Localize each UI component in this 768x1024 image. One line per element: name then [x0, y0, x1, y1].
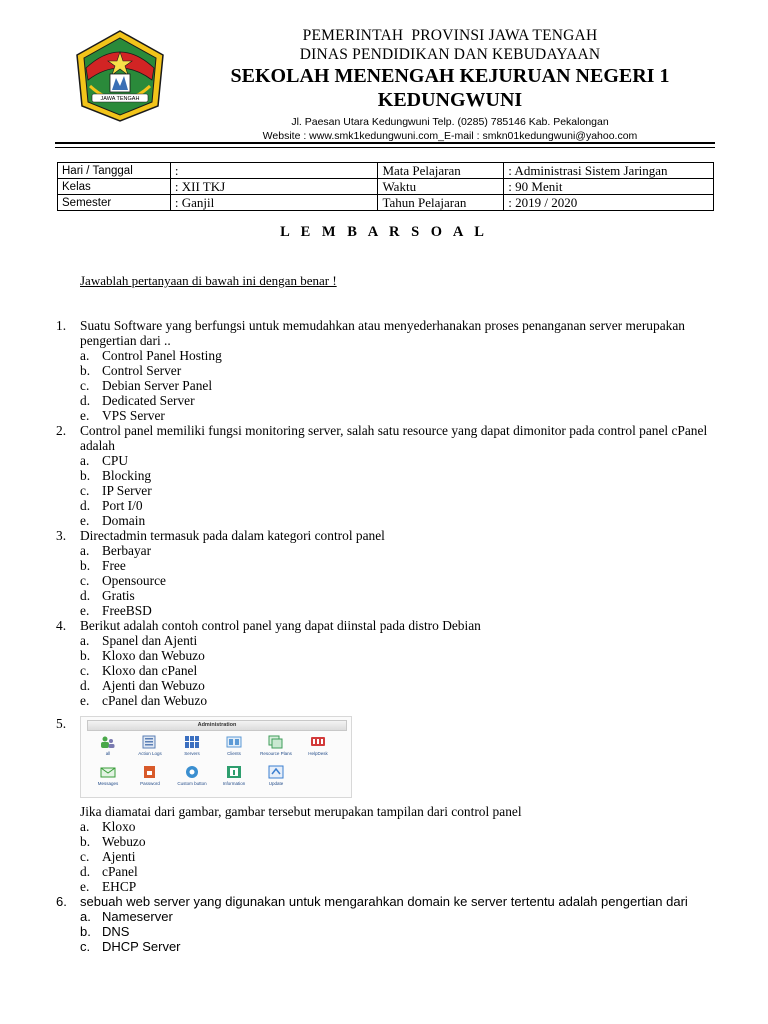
users-icon: [100, 735, 116, 749]
option-text: Ajenti dan Webuzo: [102, 678, 205, 693]
question-item: [56, 423, 716, 528]
exam-info-table: [57, 162, 714, 211]
screenshot-tile: [89, 735, 127, 761]
government-line: PEMERINTAH PROVINSI JAWA TENGAH: [302, 27, 598, 44]
screenshot-tile: [299, 735, 337, 761]
answer-option: [80, 864, 716, 879]
option-letter: d.: [80, 393, 91, 408]
screenshot-tile-label: all: [105, 751, 111, 756]
answer-option: [80, 363, 716, 378]
screenshot-tile: [215, 765, 253, 791]
option-text: Ajenti: [102, 849, 136, 864]
servers-icon: [184, 735, 200, 749]
screenshot-tile-label: Messages: [97, 781, 119, 786]
answer-option: [80, 819, 716, 834]
info-cell-label: Waktu: [378, 179, 504, 195]
provincial-crest-icon: [72, 28, 168, 124]
question-item: [56, 894, 716, 954]
school-address: Jl. Paesan Utara Kedungwuni Telp. (0285) 785146 Kab. Pekalongan: [291, 116, 609, 128]
option-text: FreeBSD: [102, 603, 152, 618]
answer-option: [80, 924, 716, 939]
option-text: Debian Server Panel: [102, 378, 213, 393]
info-cell-value: : Ganjil: [170, 195, 378, 211]
screenshot-tile-label: Clients: [227, 751, 241, 756]
answer-option: [80, 408, 716, 423]
password-icon: [142, 765, 158, 779]
school-name-line1: SEKOLAH MENENGAH KEJURUAN NEGERI 1: [230, 65, 670, 87]
option-letter: c.: [80, 663, 90, 678]
option-text: Kloxo dan Webuzo: [102, 648, 205, 663]
option-letter: b.: [80, 363, 91, 378]
info-cell-label: Semester: [58, 195, 171, 211]
school-name-line2: KEDUNGWUNI: [377, 89, 523, 111]
page-title: L E M B A R S O A L: [280, 224, 488, 240]
option-letter: a.: [80, 909, 91, 924]
screenshot-title: Administration: [197, 722, 237, 728]
option-text: Dedicated Server: [102, 393, 195, 408]
option-letter: a.: [80, 819, 90, 834]
answer-option: [80, 483, 716, 498]
update-icon: [268, 765, 284, 779]
answer-option: [80, 348, 716, 363]
information-icon: [226, 765, 242, 779]
screenshot-title-bar: [87, 720, 347, 731]
screenshot-tile-label: Password: [140, 781, 160, 786]
info-cell-label: Hari / Tanggal: [58, 163, 171, 179]
header-divider-thick: [55, 142, 715, 144]
option-text: EHCP: [102, 879, 137, 894]
answer-option: [80, 588, 716, 603]
question-text: Berikut adalah contoh control panel yang dapat diinstal pada distro Debian: [80, 618, 481, 633]
question-text: Jika diamatai dari gambar, gambar tersebut merupakan tampilan dari control panel: [80, 804, 522, 819]
answer-option: [80, 543, 716, 558]
option-text: cPanel dan Webuzo: [102, 693, 208, 708]
question-number: 3.: [56, 528, 67, 543]
option-text: DNS: [102, 924, 130, 939]
option-text: Berbayar: [102, 543, 152, 558]
option-letter: a.: [80, 453, 90, 468]
answer-option: [80, 663, 716, 678]
control-panel-screenshot: [80, 716, 352, 798]
option-letter: b.: [80, 558, 91, 573]
option-text: Kloxo: [102, 819, 136, 834]
option-text: Port I/0: [102, 498, 143, 513]
info-cell-label: Mata Pelajaran: [378, 163, 504, 179]
option-letter: c.: [80, 378, 90, 393]
logo-caption: JAWA TENGAH: [100, 96, 140, 102]
answer-option: [80, 648, 716, 663]
option-text: IP Server: [102, 483, 152, 498]
option-text: VPS Server: [102, 408, 165, 423]
screenshot-tile: [173, 735, 211, 761]
letterhead-text: [200, 26, 700, 143]
screenshot-tile-label: Resource Plans: [260, 751, 292, 756]
option-text: Blocking: [102, 468, 152, 483]
option-letter: a.: [80, 543, 90, 558]
info-row: [58, 179, 714, 195]
option-letter: a.: [80, 633, 90, 648]
question-number: 4.: [56, 618, 67, 633]
option-text: Gratis: [102, 588, 135, 603]
answer-option: [80, 693, 716, 708]
answer-option: [80, 498, 716, 513]
screenshot-tile: [257, 735, 295, 761]
info-cell-value: :: [170, 163, 378, 179]
option-letter: c.: [80, 483, 90, 498]
log-list-icon: [142, 735, 158, 749]
option-letter: c.: [80, 939, 91, 954]
department-line: DINAS PENDIDIKAN DAN KEBUDAYAAN: [299, 46, 601, 63]
option-letter: e.: [80, 603, 90, 618]
screenshot-tile-label: Action Logs: [138, 751, 162, 756]
instruction: Jawablah pertanyaan di bawah ini dengan benar !: [80, 273, 337, 288]
letterhead: [0, 0, 768, 140]
option-text: Spanel dan Ajenti: [102, 633, 198, 648]
answer-option: [80, 378, 716, 393]
option-letter: e.: [80, 693, 90, 708]
question-number: 1.: [56, 318, 67, 333]
option-letter: c.: [80, 573, 90, 588]
option-letter: e.: [80, 513, 90, 528]
screenshot-tile-label: Servers: [184, 751, 200, 756]
option-text: Opensource: [102, 573, 166, 588]
screenshot-tile: [131, 735, 169, 761]
answer-option: [80, 573, 716, 588]
question-item: [56, 618, 716, 708]
question-number: 5.: [56, 716, 67, 731]
option-letter: e.: [80, 408, 90, 423]
question-number: 2.: [56, 423, 67, 438]
option-text: Nameserver: [102, 909, 173, 924]
option-letter: b.: [80, 468, 91, 483]
question-text: Directadmin termasuk pada dalam kategori control panel: [80, 528, 385, 543]
info-row: [58, 195, 714, 211]
question-number: 6.: [56, 894, 67, 909]
screenshot-tile: [257, 765, 295, 791]
resource-plans-icon: [268, 735, 284, 749]
option-text: Control Panel Hosting: [102, 348, 222, 363]
info-cell-value: : 90 Menit: [504, 179, 714, 195]
option-letter: c.: [80, 849, 90, 864]
screenshot-tile-label: Custom button: [177, 781, 207, 786]
option-letter: d.: [80, 678, 91, 693]
answer-option: [80, 909, 716, 924]
answer-option: [80, 834, 716, 849]
answer-option: [80, 558, 716, 573]
answer-option: [80, 849, 716, 864]
helpdesk-icon: [310, 735, 326, 749]
screenshot-tile: [89, 765, 127, 791]
screenshot-tile-label: Information: [222, 781, 246, 786]
question-item: [56, 716, 716, 894]
info-cell-value: : Administrasi Sistem Jaringan: [504, 163, 714, 179]
option-letter: d.: [80, 864, 91, 879]
info-cell-label: Kelas: [58, 179, 171, 195]
answer-option: [80, 939, 716, 954]
question-item: [56, 528, 716, 618]
option-letter: b.: [80, 648, 91, 663]
screenshot-tile-label: Update: [268, 781, 284, 786]
question-text: sebuah web server yang digunakan untuk mengarahkan domain ke server tertentu adalah pengertian dari: [80, 894, 688, 909]
screenshot-tile-label: HelpDesk: [308, 751, 328, 756]
option-text: cPanel: [102, 864, 138, 879]
custom-button-icon: [184, 765, 200, 779]
answer-option: [80, 393, 716, 408]
option-letter: e.: [80, 879, 90, 894]
info-cell-value: : XII TKJ: [170, 179, 378, 195]
option-text: Control Server: [102, 363, 182, 378]
info-cell-label: Tahun Pelajaran: [378, 195, 504, 211]
option-text: Kloxo dan cPanel: [102, 663, 198, 678]
option-letter: d.: [80, 498, 91, 513]
option-text: Domain: [102, 513, 146, 528]
answer-option: [80, 633, 716, 648]
messages-icon: [100, 765, 116, 779]
option-letter: a.: [80, 348, 90, 363]
answer-option: [80, 879, 716, 894]
answer-option: [80, 468, 716, 483]
question-item: [56, 318, 716, 423]
screenshot-tile: [131, 765, 169, 791]
answer-option: [80, 513, 716, 528]
question-text: Control panel memiliki fungsi monitoring server, salah satu resource yang dapat dimonitor pada control panel cPanel adalah: [80, 423, 708, 453]
info-cell-value: : 2019 / 2020: [504, 195, 714, 211]
info-row: [58, 163, 714, 179]
answer-option: [80, 603, 716, 618]
answer-option: [80, 453, 716, 468]
option-text: Webuzo: [102, 834, 146, 849]
screenshot-tile: [173, 765, 211, 791]
header-divider-thin: [55, 147, 715, 148]
option-letter: b.: [80, 834, 91, 849]
question-list: [56, 318, 716, 954]
option-letter: d.: [80, 588, 91, 603]
screenshot-tile: [215, 735, 253, 761]
option-letter: b.: [80, 924, 91, 939]
option-text: DHCP Server: [102, 939, 181, 954]
option-text: CPU: [102, 453, 129, 468]
answer-option: [80, 678, 716, 693]
option-text: Free: [102, 558, 126, 573]
school-website: Website : www.smk1kedungwuni.com_E-mail : smkn01kedungwuni@yahoo.com: [262, 130, 638, 142]
clients-icon: [226, 735, 242, 749]
question-text: Suatu Software yang berfungsi untuk memudahkan atau menyederhanakan proses penanganan server merupakan pengertian dari ..: [80, 318, 685, 348]
